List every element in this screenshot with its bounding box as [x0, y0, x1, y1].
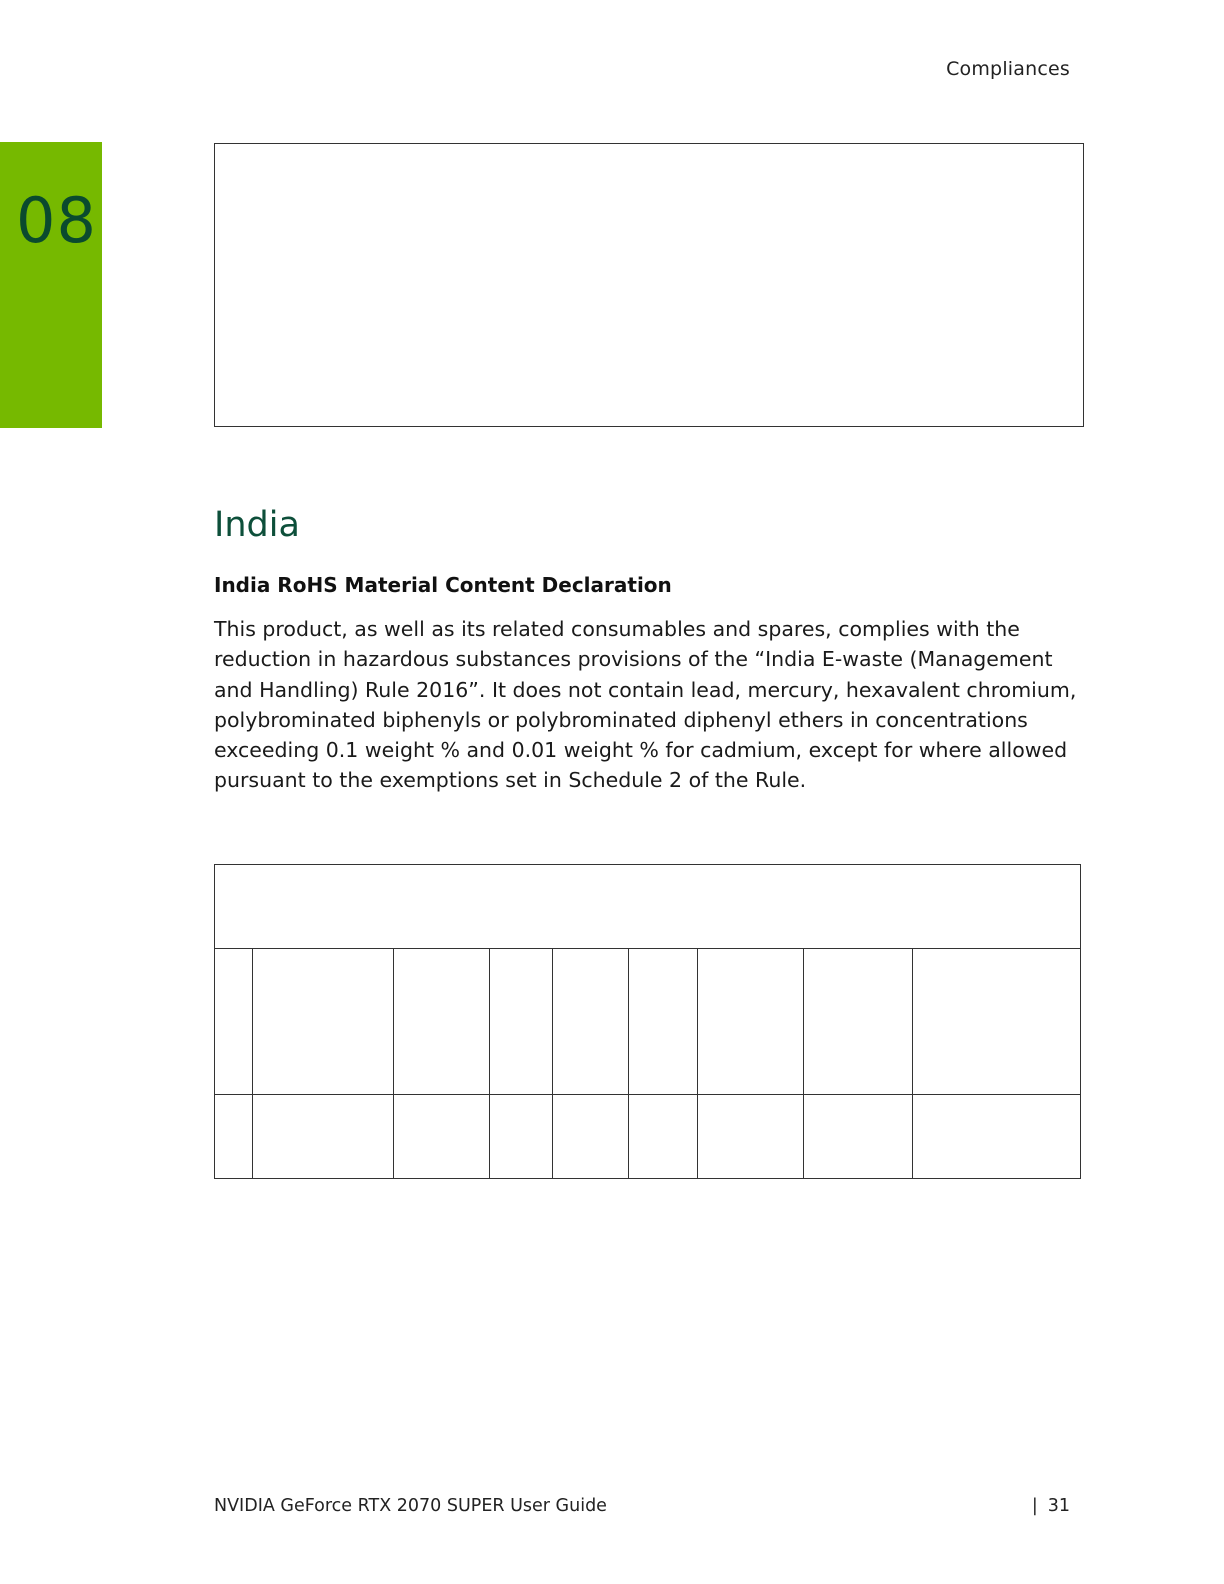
image-frame: [214, 143, 1084, 427]
table-cell: [698, 1095, 804, 1179]
table-cell: [215, 948, 253, 1094]
table-header-row: [215, 865, 1081, 949]
table-cell: [913, 1095, 1081, 1179]
running-header: Compliances: [946, 58, 1070, 80]
table-cell: [490, 948, 553, 1094]
table-cell: [553, 1095, 629, 1179]
table-cell: [490, 1095, 553, 1179]
page-number-block: [1032, 1496, 1070, 1516]
table-cell: [394, 1095, 490, 1179]
rohs-table: [214, 864, 1081, 1179]
table-cell: [253, 1095, 394, 1179]
table-cell: [215, 1095, 253, 1179]
page-number: 31: [1047, 1496, 1070, 1516]
page-separator: |: [1031, 1496, 1038, 1516]
declaration-paragraph: This product, as well as its related consumables and spares, complies with the reduction in hazardous substances provisions of the “India E-waste (Management and Handling) Rule 2016”. It does not contain lead, mercury, hexavalent chromium, polybrominated biphenyls or polybrominated diphenyl ethers in concentrations exceeding 0.1 weight % and 0.01 weight % for cadmium, except for where allowed pursuant to the exemptions set in Schedule 2 of the Rule.: [214, 617, 1077, 793]
table-cell: [629, 948, 698, 1094]
table-cell: [629, 1095, 698, 1179]
footer-document-title: NVIDIA GeForce RTX 2070 SUPER User Guide: [214, 1496, 607, 1516]
table-cell: [804, 948, 913, 1094]
table-row: [215, 948, 1081, 1094]
table-cell: [553, 948, 629, 1094]
table-cell: [253, 948, 394, 1094]
table-cell: [698, 948, 804, 1094]
table-cell: [394, 948, 490, 1094]
section-title: India: [214, 505, 300, 545]
chapter-number: 08: [16, 184, 97, 257]
section-subtitle: India RoHS Material Content Declaration: [214, 573, 672, 597]
table-row: [215, 1095, 1081, 1179]
table-cell: [913, 948, 1081, 1094]
table-caption-cell: [215, 865, 1081, 949]
table-cell: [804, 1095, 913, 1179]
